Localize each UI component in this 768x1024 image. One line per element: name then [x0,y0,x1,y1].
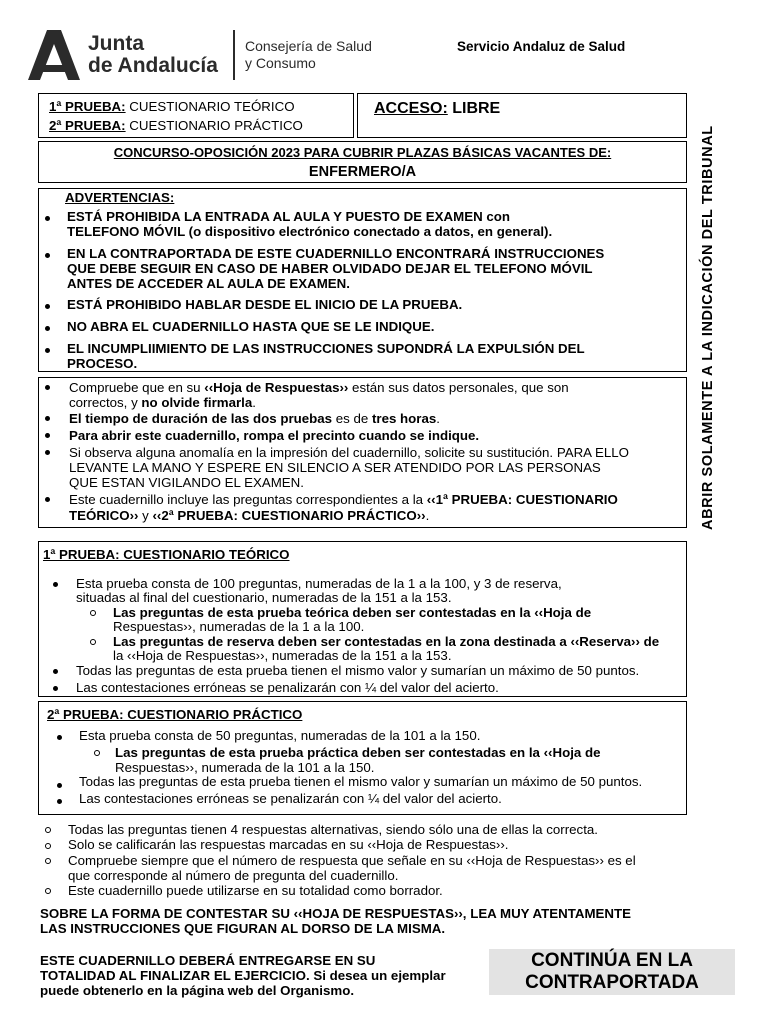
prueba1-s2a: Las preguntas de reserva deben ser contestadas en la zona destinada a ‹‹Reserva›› de [113,634,660,649]
circle-bullet-icon [94,750,100,756]
prueba2-line: 2ª PRUEBA: CUESTIONARIO PRÁCTICO [49,118,303,133]
entregar-line1: ESTE CUADERNILLO DEBERÁ ENTREGARSE EN SU [40,953,376,968]
prueba1-s1a: Las preguntas de esta prueba teórica deben ser contestadas en la ‹‹Hoja de [113,605,592,620]
note-3b: que corresponde al número de pregunta del cuadernillo. [68,868,399,883]
bullet-icon [45,253,50,258]
general-item-4a: Si observa alguna anomalía en la impresión del cuadernillo, solicite su sustitución. PARA ELLO [69,445,630,460]
bullet-icon [53,582,58,587]
sas-title: Servicio Andaluz de Salud [457,39,626,54]
prueba1-title: 1ª PRUEBA: CUESTIONARIO TEÓRICO [43,547,290,562]
acceso-text: ACCESO: LIBRE [374,100,501,117]
general-item-5b: TEÓRICO›› y ‹‹2ª PRUEBA: CUESTIONARIO PRÁCTICO››. [69,508,430,523]
advertencia-item-line: ESTÁ PROHIBIDA LA ENTRADA AL AULA Y PUESTO DE EXAMEN con [67,209,511,224]
bullet-icon [45,450,50,455]
entregar-line2: TOTALIDAD AL FINALIZAR EL EJERCICIO. Si desea un ejemplar [40,968,446,983]
prueba1-b2: Todas las preguntas de esta prueba tienen el mismo valor y sumarían un máximo de 50 puntos. [76,663,640,678]
prueba2-title: 2ª PRUEBA: CUESTIONARIO PRÁCTICO [47,707,303,722]
advertencia-item-line: EL INCUMPLIIMIENTO DE LAS INSTRUCCIONES SUPONDRÁ LA EXPULSIÓN DEL [67,341,585,356]
prueba2-b2: Todas las preguntas de esta prueba tienen el mismo valor y sumarían un máximo de 50 puntos. [79,774,643,789]
advertencia-item-line: TELEFONO MÓVIL (o dispositivo electrónico conectado a datos, en general). [67,224,553,239]
advertencias-title: ADVERTENCIAS: [65,190,175,205]
bullet-icon [45,433,50,438]
bullet-icon [57,735,62,740]
concurso-title: CONCURSO-OPOSICIÓN 2023 PARA CUBRIR PLAZAS BÁSICAS VACANTES DE: [113,145,612,160]
prueba1-b3: Las contestaciones erróneas se penalizarán con ¼ del valor del acierto. [76,680,499,695]
note-3a: Compruebe siempre que el número de respuesta que señale en su ‹‹Hoja de Respuestas›› es el [68,853,636,868]
general-item-1: Compruebe que en su ‹‹Hoja de Respuestas›› están sus datos personales, que son [69,380,569,395]
circle-bullet-icon [45,843,51,849]
general-item-1b: correctos, y no olvide firmarla. [69,395,256,410]
advertencia-item-line: EN LA CONTRAPORTADA DE ESTE CUADERNILLO ENCONTRARÁ INSTRUCCIONES [67,246,605,261]
advertencias-box [38,188,687,372]
advertencia-item-line: NO ABRA EL CUADERNILLO HASTA QUE SE LE INDIQUE. [67,319,435,334]
general-item-4b: LEVANTE LA MANO Y ESPERE EN SILENCIO A SER ATENDIDO POR LAS PERSONAS [69,460,601,475]
general-item-3: Para abrir este cuadernillo, rompa el precinto cuando se indique. [69,428,480,443]
bullet-icon [45,497,50,502]
junta-line1: Junta [88,32,145,55]
junta-a-icon [28,30,80,80]
pruebas-box [38,93,354,138]
advertencia-item-line: PROCESO. [67,356,138,371]
prueba1-s1b: Respuestas››, numeradas de la 1 a la 100. [113,619,365,634]
prueba1-line: 1ª PRUEBA: CUESTIONARIO TEÓRICO [49,99,295,114]
advertencia-item-line: QUE DEBE SEGUIR EN CASO DE HABER OLVIDADO DEJAR EL TELEFONO MÓVIL [67,261,593,276]
advertencia-item-line: ANTES DE ACCEDER AL AULA DE EXAMEN. [67,276,350,291]
general-item-5: Este cuadernillo incluye las preguntas correspondientes a la ‹‹1ª PRUEBA: CUESTIONARIO [69,492,618,507]
logo-divider [233,30,235,80]
continua-line2: CONTRAPORTADA [525,972,699,993]
acceso-box [357,93,687,138]
note-2: Solo se calificarán las respuestas marcadas en su ‹‹Hoja de Respuestas››. [68,837,509,852]
general-box [38,377,687,528]
circle-bullet-icon [90,639,96,645]
circle-bullet-icon [90,610,96,616]
note-4: Este cuadernillo puede utilizarse en su totalidad como borrador. [68,883,443,898]
bullet-icon [45,416,50,421]
concurso-box [38,141,687,183]
prueba2-b1: Esta prueba consta de 50 preguntas, numeradas de la 101 a la 150. [79,728,481,743]
circle-bullet-icon [45,888,51,894]
circle-bullet-icon [45,858,51,864]
sobre-line1: SOBRE LA FORMA DE CONTESTAR SU ‹‹HOJA DE RESPUESTAS››, LEA MUY ATENTAMENTE [40,906,631,921]
advertencia-item-line: ESTÁ PROHIBIDO HABLAR DESDE EL INICIO DE LA PRUEBA. [67,297,463,312]
prueba2-s1b: Respuestas››, numerada de la 101 a la 150. [115,760,375,775]
bullet-icon [45,304,50,309]
consejeria-line2: y Consumo [245,55,316,71]
bullet-icon [53,669,58,674]
entregar-line3: puede obtenerlo en la página web del Organismo. [40,983,355,998]
continua-box [489,949,735,995]
general-item-2: El tiempo de duración de las dos pruebas es de tres horas. [69,411,440,426]
bullet-icon [45,216,50,221]
sobre-line2: LAS INSTRUCCIONES QUE FIGURAN AL DORSO DE LA MISMA. [40,921,446,936]
junta-line2: de Andalucía [88,54,218,77]
bullet-icon [45,348,50,353]
note-1: Todas las preguntas tienen 4 respuestas alternativas, siendo sólo una de ellas la correcta. [68,822,598,837]
prueba2-b3: Las contestaciones erróneas se penalizarán con ¼ del valor del acierto. [79,791,502,806]
bullet-icon [45,385,50,390]
prueba2-s1a: Las preguntas de esta prueba práctica deben ser contestadas en la ‹‹Hoja de [115,745,601,760]
bullet-icon [45,326,50,331]
consejeria-line1: Consejería de Salud [245,38,372,54]
continua-line1: CONTINÚA EN LA [531,950,693,971]
prueba1-s2b: la ‹‹Hoja de Respuestas››, numeradas de la 151 a la 153. [113,648,452,663]
prueba1-b1b: situadas al final del cuestionario, numeradas de la 151 a la 153. [76,590,452,605]
plaza-name: ENFERMERO/A [308,164,417,180]
bullet-icon [57,783,62,788]
prueba2-box [38,701,687,815]
side-instruction: ABRIR SOLAMENTE A LA INDICACIÓN DEL TRIBUNAL [700,125,716,530]
bullet-icon [57,799,62,804]
general-item-4c: QUE ESTAN VIGILANDO EL EXAMEN. [69,475,304,490]
bullet-icon [53,686,58,691]
prueba1-b1a: Esta prueba consta de 100 preguntas, numeradas de la 1 a la 100, y 3 de reserva, [76,576,562,591]
circle-bullet-icon [45,827,51,833]
prueba1-box [38,541,687,697]
